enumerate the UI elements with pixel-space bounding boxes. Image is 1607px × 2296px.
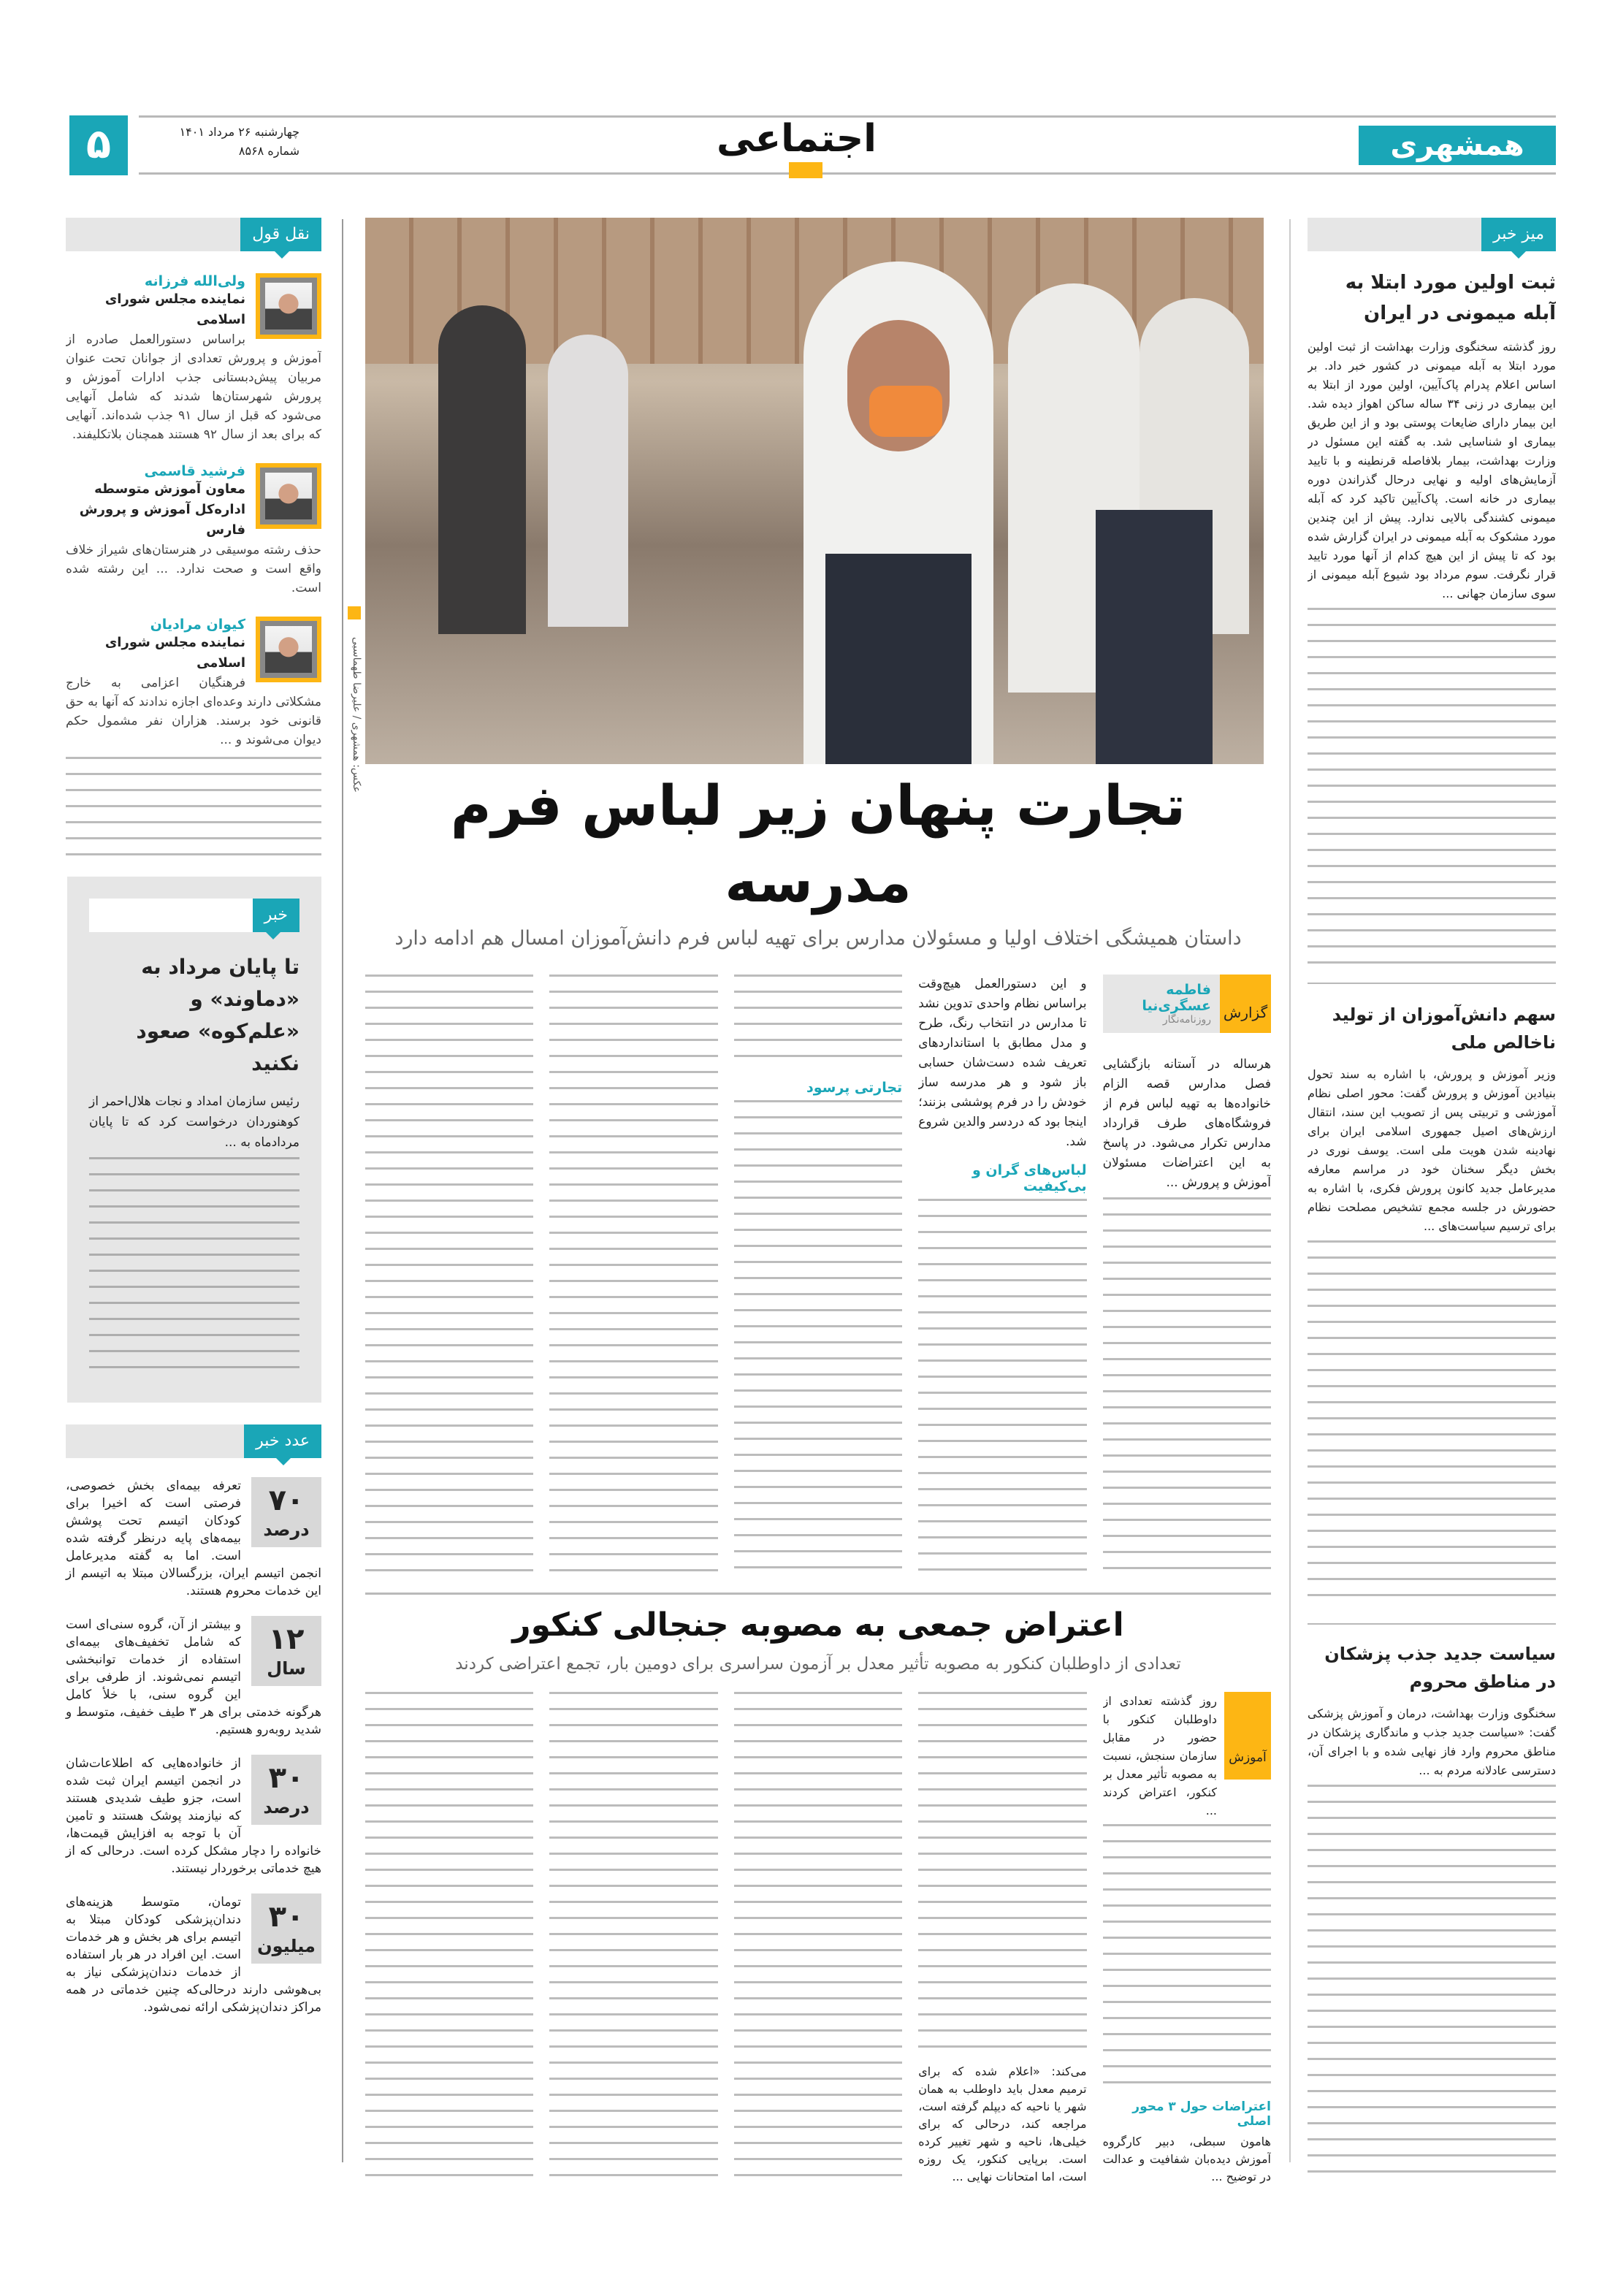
konkur-sub-text: هامون سبطی، دبیر کارگروه آموزش دیده‌بان شفافیت و عدالت در توضیح ... [1102,2135,1271,2184]
article-column [918,975,1086,1582]
quote-item [66,617,321,750]
gdp-title[interactable]: سهم دانش‌آموزان از تولید ناخالص ملی [1332,1004,1556,1053]
number-text: تعرفه بیمه‌ای بخش خصوصی، فرصتی است که اخیرا برای کودکان اتیسم تحت پوشش بیمه‌های پایه درنظر گرفته شده است. اما به گفته مدیرعامل انجمن اتیسم ایران، بزرگسالان مبتلا به اتیسم از این خدمات محروم هستند. [66,1479,321,1598]
text-lines [89,1157,299,1381]
header-bottom-rule [139,172,1556,175]
issue-date: چهارشنبه ۲۶ مرداد ۱۴۰۱ [179,125,299,139]
quote-role: معاون آموزش متوسطه اداره‌کل آموزش و پرورش فارس [79,481,245,538]
article-column [549,975,717,1582]
main-article [365,975,1271,1582]
quote-item [66,463,321,598]
number-badge: ۳۰ میلیون [251,1893,321,1964]
article-subheading: لباس‌های گران و بی‌کیفیت [972,1162,1087,1194]
photo-credit-marker [348,606,361,619]
quote-role: نماینده مجلس شورای اسلامی [104,635,245,671]
article-column [1103,1692,1271,2186]
main-photo [365,218,1264,764]
newspaper-logo[interactable]: همشهری [1359,126,1556,165]
konkur-subheading: اعتراضات حول ۳ محور اصلی [1132,2099,1271,2129]
doctors-title[interactable]: سیاست جدید جذب پزشکان در مناطق محروم [1324,1644,1556,1692]
numbers-tag: عدد خبر [66,1424,321,1458]
numbers-section [66,1424,321,2287]
column-divider [342,219,343,2162]
article-column [365,1692,533,2186]
kicker-label: گزارش [1220,975,1271,1033]
article-column [734,1692,902,2186]
text-lines [1308,1785,1556,2181]
text-lines [1103,1824,1271,2089]
main-story [365,767,1271,1582]
avatar [256,617,321,682]
number-text: از خانواده‌هایی که اطلاعات‌شان در انجمن اتیسم ایران ثبت شده است، جزو طیف شدیدی هستند که نیازمند پوشک هستند و تامین آن با توجه به افزایش قیمت‌ها، خانواده را دچار مشکل کرده است. درحالی که از هیچ خدماتی برخوردار نیستند. [66,1756,321,1876]
byline-box [1103,975,1271,1033]
section-divider [1308,983,1556,984]
number-text: و بیشتر از آن، گروه سنی‌ای است که شامل تخفیف‌های بیمه‌ای استفاده از خدمات توانبخشی اتیسم نمی‌شوند. از طرفی برای این گروه سنی، با خلأ کامل هرگونه خدمتی برای هر ۳ طیف خفیف، متوسط و شدید روبه‌رو هستیم. [66,1617,321,1737]
avatar [256,463,321,529]
main-subtitle: داستان همیشگی اختلاف اولیا و مسئولان مدارس برای تهیه لباس فرم دانش‌آموزان امسال هم ادامه دارد [394,927,1242,950]
main-headline[interactable]: تجارت پنهان زیر لباس فرم مدرسه [450,773,1186,915]
doctors-section [1308,1640,1556,2181]
page-number: ۵ [69,115,128,175]
news-desk-tag: میز خبر [1308,218,1556,251]
quote-text: فرهنگیان اعزامی به خارج مشکلاتی دارند وعده‌ای اجازه ندادند که آنها به حق قانونی خود برسند. هزاران نفر مشمول حکم دیوان می‌شوند و ... [66,676,321,747]
text-lines [549,1692,717,2186]
number-item [66,1477,321,1600]
news-box-title[interactable]: تا پایان مرداد به «دماوند» و «علم‌کوه» صعود نکنید [136,955,299,1075]
article-subheading: تجارتی پرسود [806,1080,903,1096]
news-desk-title[interactable]: ثبت اولین مورد ابتلا به آبله میمونی در ایران [1345,272,1556,324]
konkur-story [365,1601,1271,2186]
number-item [66,1616,321,1739]
news-box-text: رئیس سازمان امداد و نجات هلال‌احمر از کوهنوردان درخواست کرد که تا پایان مردادماه به ... [89,1094,299,1150]
article-column [365,975,533,1582]
text-lines [918,1692,1086,2059]
text-lines [734,975,902,1069]
text-lines [734,1100,902,1582]
number-badge: ۳۰ درصد [251,1755,321,1825]
konkur-intro: روز گذشته تعدادی از داوطلبان کنکور با حضور در مقابل سازمان سنجش، نسبت به مصوبه تأثیر معدل بر کنکور، اعتراض کردند ... [1102,1694,1217,1818]
article-paragraph: و این دستورالعمل هیچ‌وقت براساس نظام واحدی تدوین نشد تا مدارس در انتخاب رنگ، طرح و مدل مطابق با استانداردهای تعریف شده دست‌شان حسابی باز شود و هر مدرسه ساز خودش را در فرم پوششی بزنند؛ اینجا بود که دردسر والدین شروع شد. [918,977,1087,1149]
avatar [256,273,321,339]
quote-text: براساس دستورالعمل صادره از آموزش و پرورش تعدادی از جوانان تحت عنوان مربیان پیش‌دبستانی جذب ادارات آموزش و پرورش شهرستان‌ها شدند که شامل آنهایی می‌شود که قبل از سال ۹۱ جذب شده‌اند. آنهایی که برای بعد از سال ۹۲ هستند همچنان بلاتکلیفند. [66,332,321,442]
text-lines [1308,608,1556,970]
number-item [66,1755,321,1877]
gdp-section [1308,1001,1556,1607]
article-intro: هرساله در آستانه بازگشایی فصل مدارس قصه الزام خانواده‌ها به تهیه لباس فرم از فروشگاه‌های طرف قرارداد مدارس تکرار می‌شود. در پاسخ به این اعتراضات مسئولان آموزش و پرورش ... [1102,1057,1271,1190]
news-box [67,877,321,1403]
konkur-headline[interactable]: اعتراض جمعی به مصوبه جنجالی کنکور [512,1606,1124,1644]
number-badge: ۱۲ سال [251,1616,321,1686]
article-column [1103,975,1271,1582]
text-lines [1103,1197,1271,1582]
article-column [734,975,902,1582]
quote-text: حذف رشته موسیقی در هنرستان‌های شیراز خلاف واقع است و صحت ندارد. ... این رشته شده است. [66,543,321,595]
quote-name: کیوان مرادیان [150,617,245,633]
author-name[interactable]: فاطمه عسگری‌نیا [1142,982,1211,1014]
news-desk-text: روز گذشته سخنگوی وزارت بهداشت از ثبت اولین مورد ابتلا به آبله میمونی در کشور خبر داد. بر اساس اعلام پدرام پاک‌آیین، اولین مورد از ابتلا به این بیماری در زنی ۳۴ ساله ساکن اهواز دیده شد. این بیمار دارای ضایعات پوستی بود و از این طریق بیماری او شناسایی شد. به گفته این مسئول در وزارت بهداشت، بیمار بلافاصله قرنطینه و با تایید آزمایش‌های اولیه و نهایی درحال گذراندن دوره بیماری در خانه است. پاک‌آیین تاکید کرد که آبله میمونی کشندگی بالایی ندارد. پیش از این چندین مورد مشکوک به آبله میمونی در ایران گزارش شده بود که تا پیش از این هیچ کدام از آنها مورد تایید قرار نگرفت. سوم مرداد بود شیوع آبله میمونی از سوی سازمان جهانی ... [1308,340,1556,600]
text-lines [365,975,533,1582]
quotes-section [66,218,321,861]
article-column [549,1692,717,2186]
news-box-tag: خبر [89,899,299,932]
quote-item [66,273,321,444]
section-accent [789,162,822,178]
quote-name: فرشید قاسمی [144,463,245,479]
article-column [918,1692,1086,2186]
quotes-tag: نقل قول [66,218,321,251]
section-title: اجتماعی [730,117,877,161]
issue-info [139,123,299,161]
text-lines [365,1692,533,2186]
number-badge: ۷۰ درصد [251,1477,321,1547]
doctors-text: سخنگوی وزارت بهداشت، درمان و آموزش پزشکی گفت: «سیاست جدید جذب و ماندگاری پزشکان در مناطق محروم وارد فاز نهایی شده و با اجرای آن، دسترسی عادلانه مردم به ... [1308,1706,1556,1777]
kicker-label: آموزش [1224,1692,1271,1780]
gdp-text: وزیر آموزش و پرورش، با اشاره به سند تحول بنیادین آموزش و پرورش گفت: محور اصلی نظام آموزشی و تربیتی پس از تصویب این سند، انتقال ارزش‌های اصیل جمهوری اسلامی ایران برای نهادینه شدن هویت ملی است. یوسف نوری در بخش دیگر سخنان خود در مراسم معارفه مدیرعامل جدید کانون پرورش فکری، با اشاره به حضورش در جلسه مجمع تشخیص مصلحت نظام برای ترسیم سیاست‌های ... [1308,1067,1556,1233]
quote-name: ولی‌الله فرزانه [144,273,245,289]
section-divider [365,1593,1271,1595]
photo-credit: عکس: همشهری / علیرضا طهماسبی [351,637,362,793]
text-lines [918,1199,1086,1582]
text-lines [1308,1240,1556,1607]
author-role: روزنامه‌نگار [1162,1014,1211,1026]
number-item [66,1893,321,2016]
column-divider [1289,219,1291,2162]
konkur-subtitle: تعدادی از داوطلبان کنکور به مصوبه تأثیر معدل بر آزمون سراسری برای دومین بار، تجمع اعتراضی کردند [455,1655,1181,1674]
news-desk-section [1308,218,1556,970]
issue-number: شماره ۸۵۶۸ [238,144,299,158]
konkur-article [365,1692,1271,2186]
text-lines [549,975,717,1582]
text-lines [734,1692,902,2186]
text-lines [66,757,321,861]
quote-role: نماینده مجلس شورای اسلامی [104,291,245,327]
section-divider [1308,1623,1556,1625]
konkur-quote: می‌کند: «اعلام شده که برای ترمیم معدل باید داوطلب به همان شهر یا ناحیه که دیپلم گرفته است، مراجعه کند، درحالی که برای خیلی‌ها، ناحیه و شهر تغییر کرده است. برپایی کنکور، یک روزه است، اما امتحانات نهایی ... [918,2064,1087,2184]
number-text: تومان، متوسط هزینه‌های دندان‌پزشکی کودکان مبتلا به اتیسم برای هر بخش و هر خدمات است. این افراد در هر بار استفاده از خدمات دندان‌پزشکی نیاز به بی‌هوشی دارند درحالی‌که چنین خدماتی در همه مراکز دندان‌پزشکی ارائه نمی‌شود. [66,1895,321,2015]
